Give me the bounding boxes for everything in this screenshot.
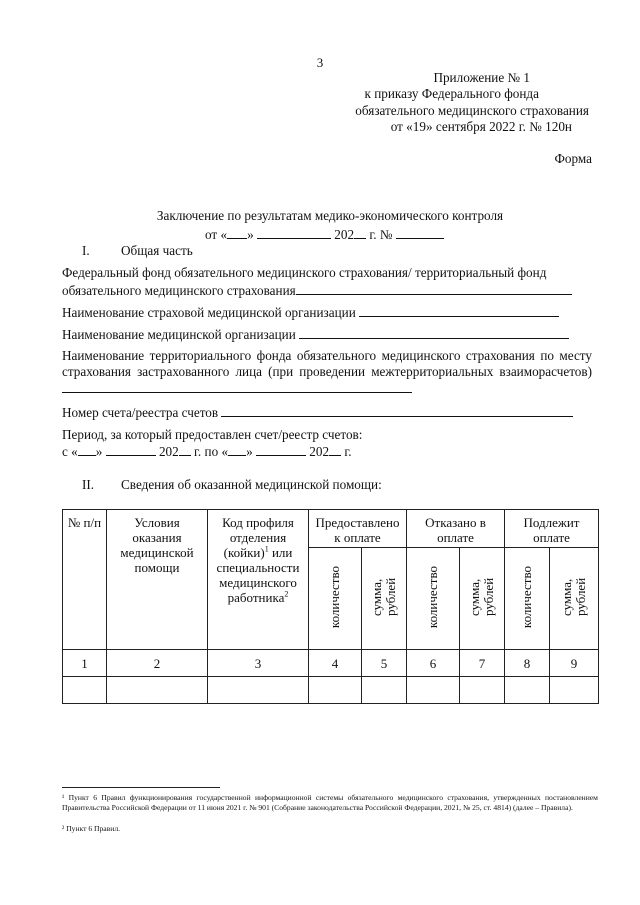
invoice-field (62, 404, 573, 421)
header-refused-qty-text: количество (425, 565, 440, 629)
data-cell[interactable] (63, 677, 107, 704)
header-payable: Подлежит оплате (505, 510, 599, 548)
section-1-number: I. (82, 243, 90, 258)
year-blank[interactable] (354, 226, 366, 239)
appendix-line-4: от «19» сентября 2022 г. № 120н (390, 119, 572, 134)
period-to-prefix: г. по « (194, 444, 229, 459)
header-provided-sum-text: сумма, рублей (369, 577, 398, 617)
data-cell[interactable] (460, 677, 505, 704)
date-prefix: от « (205, 227, 228, 242)
territorial-field (62, 348, 592, 397)
section-2-title: Сведения об оказанной медицинской помощи: (121, 477, 382, 492)
period-quote-2: » (246, 444, 253, 459)
period-from-year: 202 (158, 444, 179, 459)
insurer-blank[interactable] (359, 304, 559, 317)
header-refused-qty (407, 548, 460, 650)
index-cell: 1 (63, 650, 107, 677)
data-cell[interactable] (208, 677, 309, 704)
index-cell: 5 (362, 650, 407, 677)
fund-label-line-1: Федеральный фонд обязательного медицинского страхования/ территориальный фонд (62, 265, 547, 280)
month-blank[interactable] (257, 226, 331, 239)
footnote-ref-1: 1 (264, 544, 269, 554)
header-payable-sum (550, 548, 599, 650)
footnote-1: ¹ Пункт 6 Правил функционирования государственной информационной системы обязательного медицинского страхования, утвержденных постановлением Правительства Российской Федерации от 11 июня 2021 г. № 901 (Собрание законодательства Российской Федерации, 2021, № 25, ст. 4814) (далее – Правила). (62, 793, 598, 812)
period-line (62, 443, 352, 460)
header-provided: Предоставлено к оплате (309, 510, 407, 548)
period-label: Период, за который предоставлен счет/реестр счетов: (62, 427, 363, 442)
appendix-line-3: обязательного медицинского страхования (355, 103, 589, 118)
header-number: № п/п (63, 510, 107, 650)
period-from-year-blank[interactable] (179, 443, 191, 456)
date-quote: » (247, 227, 254, 242)
date-year: 202 (334, 227, 355, 242)
territorial-label: Наименование территориального фонда обязательного медицинского страхования по месту страхования застрахованного лица (при проведении межтерриториальных взаиморасчетов) (62, 348, 592, 379)
insurer-field (62, 304, 559, 321)
header-payable-qty (505, 548, 550, 650)
period-from-month[interactable] (106, 443, 156, 456)
data-cell[interactable] (505, 677, 550, 704)
header-profile-code (208, 510, 309, 650)
form-label: Форма (554, 151, 592, 166)
header-provided-qty (309, 548, 362, 650)
invoice-label: Номер счета/реестра счетов (62, 405, 219, 420)
header-refused: Отказано в оплате (407, 510, 505, 548)
page-number: 3 (316, 55, 324, 70)
header-provided-sum (362, 548, 407, 650)
period-to-day[interactable] (228, 443, 246, 456)
index-cell: 9 (550, 650, 599, 677)
fund-blank[interactable] (296, 282, 572, 295)
period-from-prefix: с « (62, 444, 78, 459)
index-cell: 6 (407, 650, 460, 677)
medorg-label: Наименование медицинской организации (62, 327, 296, 342)
index-cell: 7 (460, 650, 505, 677)
insurer-label: Наименование страховой медицинской организации (62, 305, 356, 320)
period-to-month[interactable] (256, 443, 306, 456)
fund-label-text: обязательного медицинского страхования (62, 283, 296, 298)
index-cell: 4 (309, 650, 362, 677)
period-to-year: 202 (309, 444, 330, 459)
index-cell: 8 (505, 650, 550, 677)
footnote-ref-2: 2 (284, 589, 289, 599)
header-profile-code-text-2: или специальности медицинского работника (216, 545, 300, 605)
period-from-day[interactable] (78, 443, 96, 456)
section-2-number: II. (82, 477, 95, 492)
medorg-blank[interactable] (299, 326, 569, 339)
services-table (62, 509, 599, 704)
index-cell: 3 (208, 650, 309, 677)
data-cell[interactable] (362, 677, 407, 704)
footnote-2: ² Пункт 6 Правил. (62, 824, 121, 833)
period-to-year-blank[interactable] (329, 443, 341, 456)
day-blank[interactable] (227, 226, 247, 239)
appendix-line-2: к приказу Федерального фонда (364, 86, 539, 101)
header-payable-qty-text: количество (519, 565, 534, 629)
medorg-field (62, 326, 569, 343)
header-refused-sum-text: сумма, рублей (467, 577, 496, 617)
header-refused-sum (460, 548, 505, 650)
index-cell: 2 (107, 650, 208, 677)
date-number-label: г. № (369, 227, 393, 242)
period-quote-1: » (95, 444, 103, 459)
number-blank[interactable] (396, 226, 444, 239)
data-cell[interactable] (407, 677, 460, 704)
document-title: Заключение по результатам медико-экономического контроля (156, 208, 504, 223)
date-line (205, 226, 444, 243)
section-1-title: Общая часть (121, 243, 193, 258)
appendix-line-1: Приложение № 1 (433, 70, 530, 85)
invoice-blank[interactable] (221, 404, 573, 417)
fund-label-line-2 (62, 282, 572, 299)
territorial-blank[interactable] (62, 380, 412, 393)
header-payable-sum-text: сумма, рублей (559, 577, 588, 617)
period-end: г. (344, 444, 352, 459)
data-cell[interactable] (550, 677, 599, 704)
data-cell[interactable] (107, 677, 208, 704)
header-provided-qty-text: количество (327, 565, 342, 629)
header-conditions: Условия оказания медицинской помощи (107, 510, 208, 650)
data-cell[interactable] (309, 677, 362, 704)
header-profile-code-text: Код профиля отделения (койки) (222, 515, 294, 560)
footnote-separator (62, 787, 220, 788)
